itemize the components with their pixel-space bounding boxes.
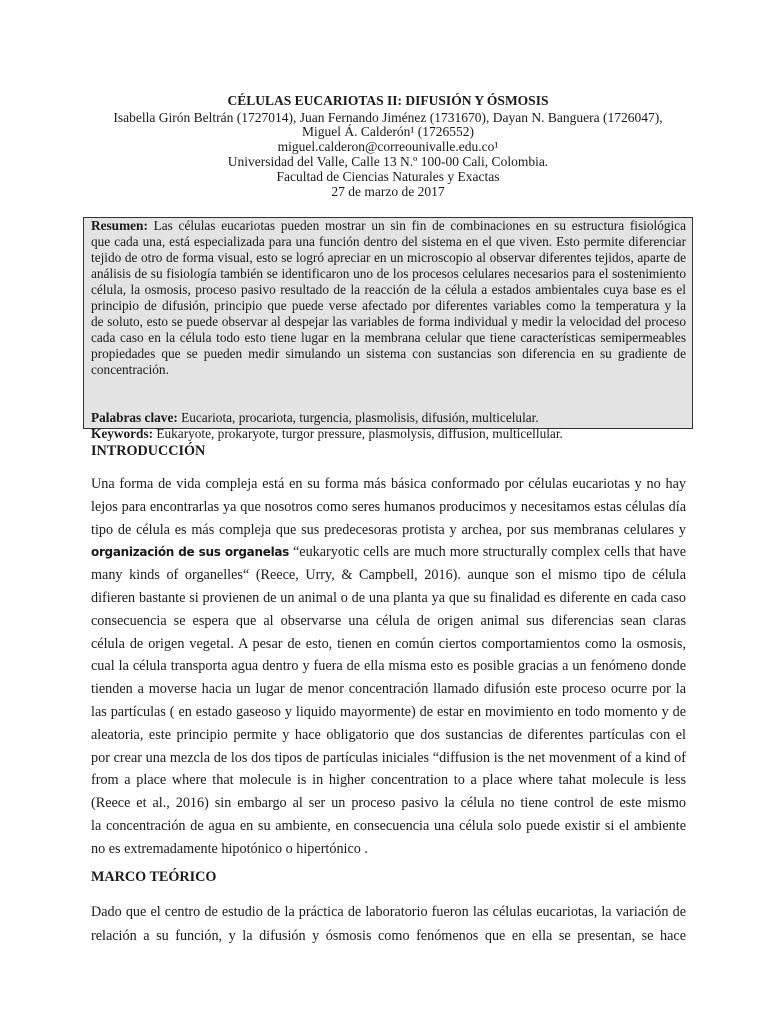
intro-line: tienden a moverse hacia un lugar de menor concentración llamado difusión este proceso ocurre por la [91,681,686,698]
abstract-line [91,218,686,235]
abstract-line: análisis de su fisiología también se identificaron uno de los procesos celulares necesarios para el sostenimiento [91,266,686,281]
intro-text: “eukaryotic cells are much more structurally complex cells that have [292,544,686,561]
abstract-line: propiedades que se pueden medir simulando un sistema con sustancias son diferencia en su gradiente de [91,346,686,361]
abstract-text: Las células eucariotas pueden mostrar un sin fin de combinaciones en su estructura fisiológica [153,218,686,233]
keywords-es-text: Eucariota, procariota, turgencia, plasmolisis, difusión, multicelular. [181,410,539,425]
keywords-en-text: Eukaryote, prokaryote, turgor pressure, plasmolysis, diffusion, multicellular. [156,426,563,441]
abstract-line: cada caso en la célula todo esto tiene lugar en la membrana celular que tiene características semipermeables [91,330,686,345]
keywords-es-label: Palabras clave: [91,410,178,425]
author-email[interactable]: miguel.calderon@correounivalle.edu.co¹ [277,139,499,154]
intro-line: la concentración de agua en su ambiente, en consecuencia una célula solo puede existir si el ambiente [91,818,686,834]
date: 27 de marzo de 2017 [331,184,445,199]
intro-line: célula de origen vegetal. A pesar de esto, tienen en común ciertos comportamientos como la osmosis, [91,635,686,652]
intro-line [91,543,686,560]
intro-line: aleatoria, este principio permite y hace obligatorio que dos sustancias de diferentes partículas con el [91,726,686,743]
marco-line: Dado que el centro de estudio de la práctica de laboratorio fueron las células eucariotas, la variación de [91,904,686,920]
intro-line: las partículas ( en estado gaseoso y liquido mayormente) de estar en movimiento en todo momento y de [91,704,686,720]
marco-heading: MARCO TEÓRICO [91,869,217,885]
keywords-es [91,410,686,426]
authors-line-2: Miguel Á. Calderón¹ (1726552) [301,124,475,139]
paper-title: CÉLULAS EUCARIOTAS II: DIFUSIÓN Y ÓSMOSIS [227,93,549,108]
intro-line: (Reece et al., 2016) sin embargo al ser un proceso pasivo la célula no tiene control de este mismo [91,795,686,812]
university: Universidad del Valle, Calle 13 N.º 100-00 Cali, Colombia. [227,154,549,169]
intro-line: consecuencia se espera que al observarse una célula de origen animal sus diferencias sean claras [91,612,686,629]
intro-heading: INTRODUCCIÓN [91,443,206,459]
intro-line: many kinds of organelles“ (Reece, Urry, & Campbell, 2016). aunque son el mismo tipo de célula [91,567,686,584]
marco-line: relación a su función, y la difusión y ósmosis como fenómenos que en ella se presentan, se hace [91,927,686,944]
abstract-line: célula, la osmosis, proceso pasivo resultado de la reacción de la célula a estados ambientales cuya base es el [91,282,686,297]
intro-line: no es extremadamente hipotónico o hipertónico . [91,840,368,857]
authors-line-1: Isabella Girón Beltrán (1727014), Juan Fernando Jiménez (1731670), Dayan N. Banguera (1726047), [113,110,663,125]
intro-line: por crear una mezcla de los dos tipos de partículas iniciales “diffusion is the net movenment of a kind of [91,749,686,766]
intro-line: from a place where that molecule is in higher concentration to a place where tahat molecule is less [91,772,686,789]
intro-line: Una forma de vida compleja está en su forma más básica conformado por células eucariotas y no hay [91,476,686,492]
keywords-en-label: Keywords: [91,426,154,441]
abstract-line: principio de difusión, principio que puede verse afectado por diferentes variables como la temperatura y la [91,298,686,313]
abstract-line: tejido de otro de forma visual, esto se logró apreciar en un microscopio al observar diferentes tejidos, aparte de [91,250,686,265]
intro-line: cual la célula transporta agua dentro y fuera de ella misma esto es posible gracias a un fenómeno donde [91,658,686,675]
abstract-line: de soluto, esto se puede observar al despejar las variables de forma individual y medir la velocidad del proceso [91,314,686,329]
intro-line: lejos para encontrarlas ya que nosotros como seres humanos producimos y necesitamos estas células día [91,498,686,515]
intro-line: difieren bastante si provienen de un animal o de una planta ya que su finalidad es diferente en cada caso [91,590,686,606]
abstract-label: Resumen: [91,218,148,233]
abstract-line: que cada una, está especializada para una función dentro del sistema en el que viven. Esto permite diferenciar [91,234,686,249]
abstract-line: concentración. [91,362,169,377]
keywords-en [91,426,686,442]
intro-highlight: organización de sus organelas [91,545,290,560]
faculty: Facultad de Ciencias Naturales y Exactas [276,169,500,184]
intro-line: tipo de célula es más compleja que sus predecesoras protista y archea, por sus membranas celulares y [91,521,686,538]
